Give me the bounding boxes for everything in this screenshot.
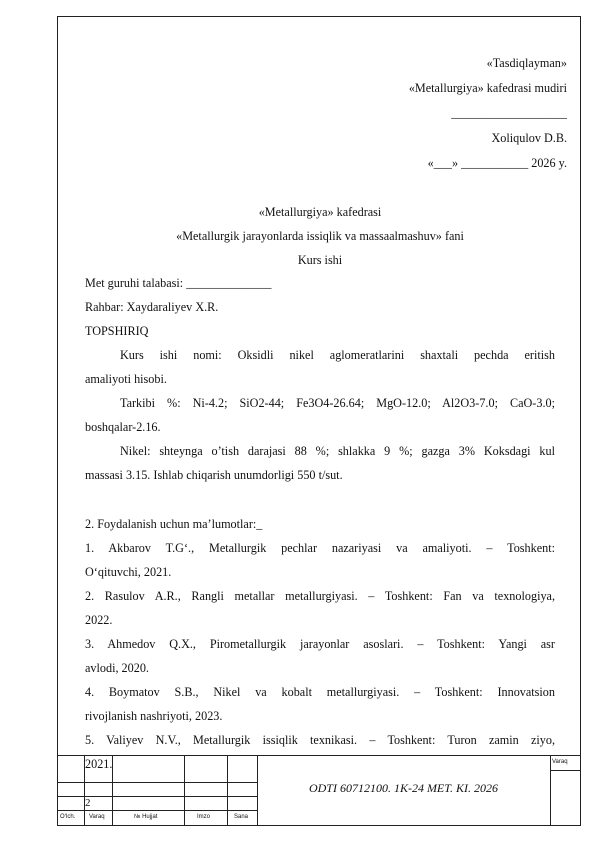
col-varaq: Varaq [89, 814, 105, 820]
department-title: «Metallurgiya» kafedrasi [258, 205, 382, 219]
reference-5-line2: 2021. [85, 757, 113, 771]
approval-signature-line: ___________________ [451, 106, 567, 120]
document-type: Kurs ishi [297, 253, 343, 267]
col-sana: Sana [234, 814, 249, 820]
task-p3-line2: massasi 3.15. Ishlab chiqarish unumdorligi 550 t/sut. [85, 468, 343, 482]
reference-5-line1: 5. Valiyev N.V., Metallurgik issiqlik texnikasi. – Toshkent: Turon zamin ziyo, [85, 733, 555, 747]
task-p1-line2: amaliyoti hisobi. [85, 372, 167, 386]
document-code: ODTI 60712100. 1K-24 MET. KI. 2026 [308, 781, 499, 795]
title-block [57, 755, 581, 826]
references-title: 2. Foydalanish uchun ma’lumotlar:_ [85, 517, 263, 531]
task-p3-line1: Nikel: shteynga o’tish darajasi 88 %; shlakka 9 %; gazga 3% Koksdagi kul [120, 444, 555, 458]
task-p1-line1: Kurs ishi nomi: Oksidli nikel aglomeratlarini shaxtali pechda eritish [120, 348, 555, 362]
col-olch: O‘lch. [60, 814, 76, 820]
supervisor-line: Rahbar: Xaydaraliyev X.R. [85, 300, 219, 314]
reference-2-line2: 2022. [85, 613, 113, 627]
reference-3-line2: avlodi, 2020. [85, 661, 149, 675]
reference-2-line1: 2. Rasulov A.R., Rangli metallar metallurgiyasi. – Toshkent: Fan va texnologiya, [85, 589, 555, 603]
col-hujjat: № Hujjat [134, 814, 158, 820]
reference-3-line1: 3. Ahmedov Q.X., Pirometallurgik jarayonlar asoslari. – Toshkent: Yangi asr [85, 637, 555, 651]
approval-name: Xoliqulov D.B. [491, 131, 567, 145]
task-p2-line1: Tarkibi %: Ni-4.2; SiO2-44; Fe3O4-26.64; MgO-12.0; Al2O3-7.0; CaO-3.0; [120, 396, 555, 410]
approval-head-title: «Metallurgiya» kafedrasi mudiri [408, 81, 567, 95]
reference-4-line2: rivojlanish nashriyoti, 2023. [85, 709, 223, 723]
approval-date: «___» ___________ 2026 y. [427, 156, 567, 170]
varaq-corner-label: Varaq [552, 759, 568, 765]
student-line: Met guruhi talabasi: ______________ [85, 276, 272, 290]
sheet-number: 2 [85, 797, 91, 809]
reference-1-line2: O‘qituvchi, 2021. [85, 565, 172, 579]
col-imzo: Imzo [197, 814, 211, 820]
task-p2-line2: boshqalar-2.16. [85, 420, 161, 434]
reference-1-line1: 1. Akbarov T.G‘., Metallurgik pechlar nazariyasi va amaliyoti. – Toshkent: [85, 541, 555, 555]
course-title: «Metallurgik jarayonlarda issiqlik va massaalmashuv» fani [176, 229, 464, 243]
task-title: TOPSHIRIQ [85, 324, 149, 338]
approval-heading: «Tasdiqlayman» [486, 56, 567, 70]
reference-4-line1: 4. Boymatov S.B., Nikel va kobalt metallurgiyasi. – Toshkent: Innovatsion [85, 685, 555, 699]
